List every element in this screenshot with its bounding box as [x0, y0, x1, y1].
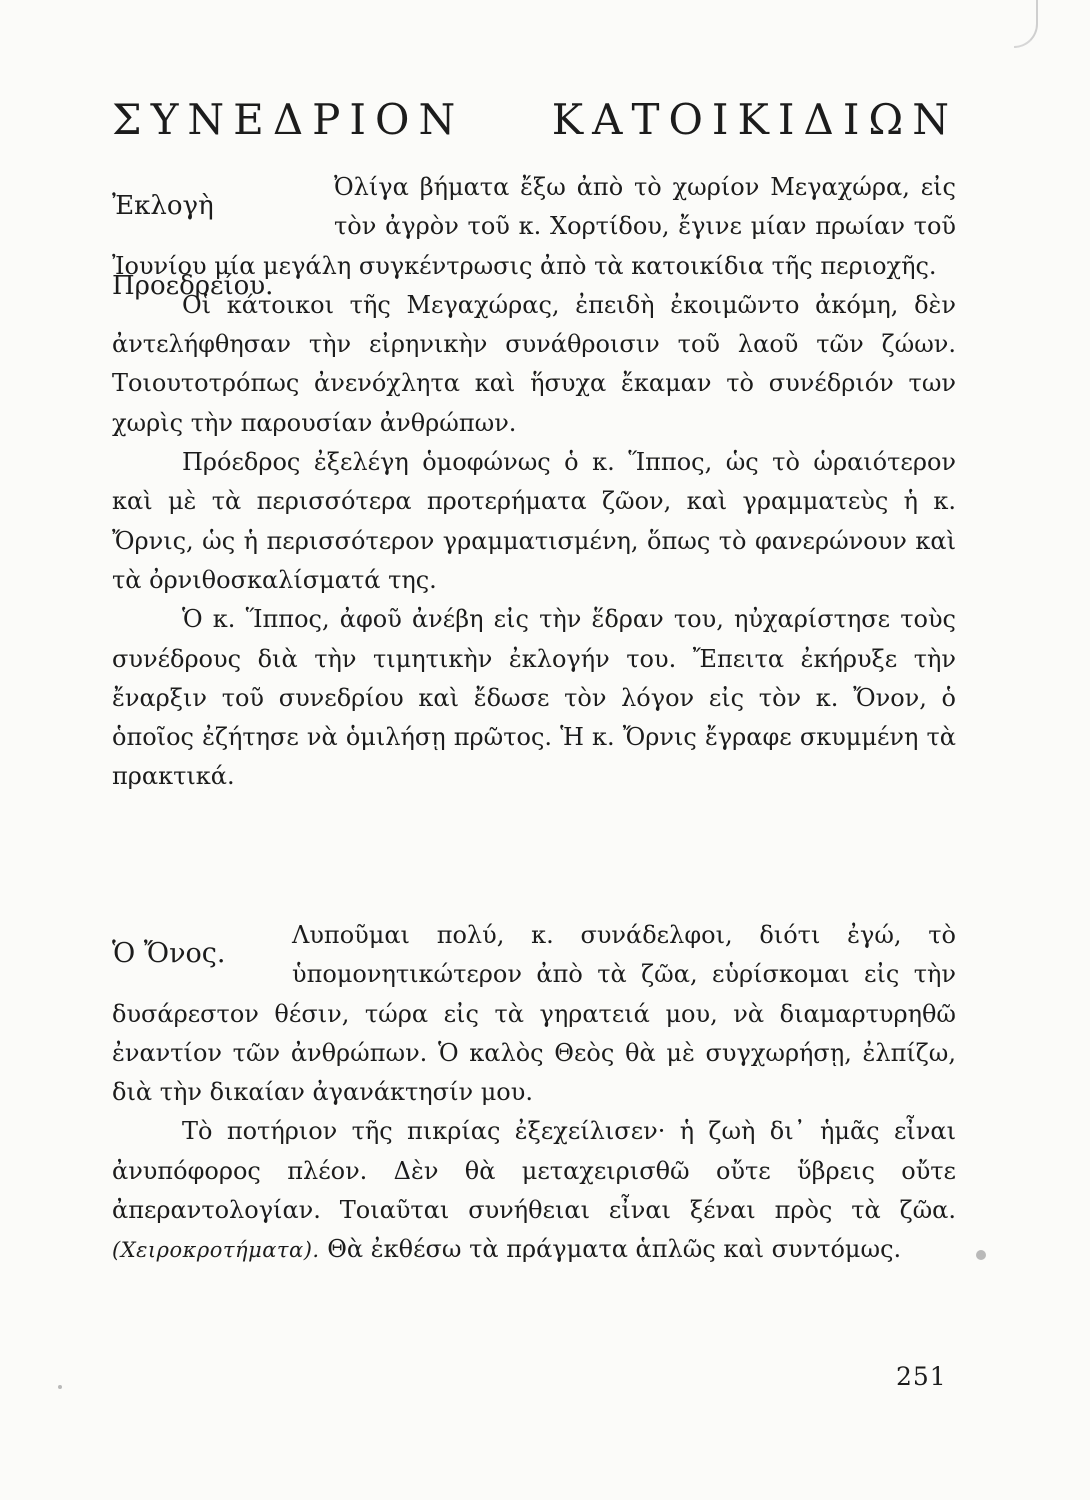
paragraph: Πρόεδρος ἐξελέγη ὁμοφώνως ὁ κ. Ἵππος, ὡς τὸ ὡραιότερον καὶ μὲ τὰ περισσότερα προτερήματα ζῶον, καὶ γραμματεὺς ἡ κ. Ὄρνις, ὡς ἡ περισσότερον γραμματισμένη, ὅπως τὸ φανερώνουν καὶ τὰ ὀρνιθοσκαλίσματά της. [112, 448, 956, 594]
ink-speck [58, 1385, 62, 1389]
speaker-label: Ὁ Ὄνος. [112, 938, 226, 969]
page-corner-mark [1014, 0, 1038, 48]
paragraph: Ὁ κ. Ἵππος, ἀφοῦ ἀνέβη εἰς τὴν ἕδραν του, ηὐχαρίστησε τοὺς συνέδρους διὰ τὴν τιμητικὴν ἐκλογήν του. Ἔπειτα ἐκήρυξε τὴν ἔναρξιν τοῦ συνεδρίου καὶ ἔδωσε τὸν λόγον εἰς τὸν κ. Ὄνον, ὁ ὁποῖος ἐζήτησε νὰ ὁμιλήσῃ πρῶτος. Ἡ κ. Ὄρνις ἔγραφε σκυμμένη τὰ πρακτικά. [112, 605, 956, 791]
paragraph: Λυποῦμαι πολύ, κ. συνάδελφοι, διότι ἐγώ, τὸ ὑπομονητικώτερον ἀπὸ τὰ ζῶα, εὑρίσκομαι εἰς τὴν δυσάρεστον θέσιν, τώρα εἰς τὰ γηρατειά μου, νὰ διαμαρτυρηθῶ ἐναντίον τῶν ἀνθρώπων. Ὁ καλὸς Θεὸς θὰ μὲ συγχωρήσῃ, ἐλπίζω, διὰ τὴν δικαίαν ἀγανάκτησίν μου. [112, 921, 956, 1107]
section-donkey-speech [112, 916, 956, 1271]
title-word-2: ΚΑΤΟΙΚΙΔΙΩΝ [551, 95, 958, 144]
paragraph-text: Θὰ ἐκθέσω τὰ πράγματα ἁπλῶς καὶ συντόμως. [327, 1235, 902, 1264]
section-heading-election: Ἐκλογὴ Προεδρείου. [112, 191, 274, 301]
page-number: 251 [896, 1362, 947, 1391]
ink-speck [976, 1250, 986, 1260]
paragraph [112, 1112, 956, 1270]
paragraph-text: Τὸ ποτήριον τῆς πικρίας ἐξεχείλισεν· ἡ ζωὴ δι᾽ ἡμᾶς εἶναι ἀνυπόφορος πλέον. Δὲν θὰ μεταχειρισθῶ οὔτε ὕβρεις οὔτε ἀπεραντολογίαν. Τοιαῦται συνήθειαι εἶναι ξέναι πρὸς τὰ ζῶα. [112, 1117, 956, 1225]
paragraph: Οἱ κάτοικοι τῆς Μεγαχώρας, ἐπειδὴ ἐκοιμῶντο ἀκόμη, δὲν ἀντελήφθησαν τὴν εἰρηνικὴν συνάθροισιν τοῦ λαοῦ τῶν ζώων. Τοιουτοτρόπως ἀνενόχλητα καὶ ἥσυχα ἔκαμαν τὸ συνέδριόν των χωρὶς τὴν παρουσίαν ἀνθρώπων. [112, 290, 956, 437]
title-word-1: ΣΥΝΕΔΡΙΟΝ [112, 95, 465, 144]
page-title [112, 92, 958, 148]
stage-direction: (Χειροκροτήματα). [112, 1238, 320, 1263]
paragraph: Ὀλίγα βήματα ἔξω ἀπὸ τὸ χωρίον Μεγαχώρα, εἰς τὸν ἀγρὸν τοῦ κ. Χορτίδου, ἔγινε μίαν πρωίαν τοῦ Ἰουνίου μία μεγάλη συγκέντρωσις ἀπὸ τὰ κατοικίδια τῆς περιοχῆς. [112, 173, 956, 280]
section-election [112, 168, 956, 797]
